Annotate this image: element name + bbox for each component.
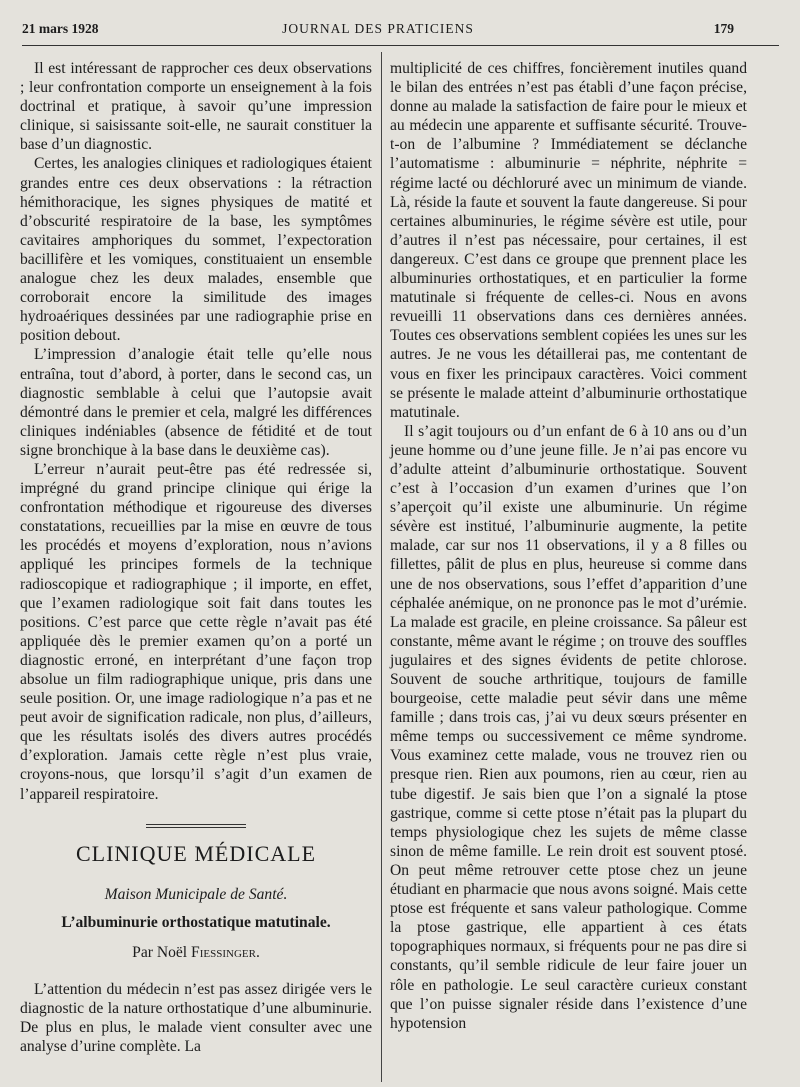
paragraph: L’erreur n’aurait peut-être pas été redressée si, imprégné du grand principe clinique qui érige la confrontation méthodique et rigoureuse des diverses constatations, recueillies par la mise en œuvre de tous les procédés et moyens d’exploration, nous n’avions appliqué les principes formels de la technique radioscopique et radiographique ; il importe, en effet, que l’examen radiologique soit fait dans toutes les positions. C’est parce que cette règle n’avait pas été appliquée dès le premier examen qu’on a porté un diagnostic erroné, en interprétant d’une façon trop absolue un film radiographique unique, pris dans une seule position. Or, une image radiologique n’a pas et ne peut avoir de signification radicale, non plus, d’ailleurs, que les résultats isolés des divers autres procédés d’exploration. Jamais cette règle n’est plus vraie, croyons-nous, que lorsqu’il s’agit d’un examen de l’appareil respiratoire. bbox=[20, 460, 372, 803]
header-date: 21 mars 1928 bbox=[22, 21, 99, 36]
author-name: Fiessinger. bbox=[191, 943, 260, 961]
institution-name: Maison Municipale de Santé. bbox=[104, 885, 288, 903]
header-rule bbox=[22, 45, 779, 46]
paragraph: Certes, les analogies cliniques et radiologiques étaient grandes entre ces deux observations : la rétraction hémithoracique, les signes physiques de matité et d’obscurité respiratoire de la base, les symptômes cavitaires amphoriques du sommet, l’expectoration bacillifère et les vomiques, constituaient un ensemble analogue chez les deux malades, ensemble que corroborait encore la similitude des images hydroaériques dessinées par une radiographie prise en position debout. bbox=[20, 155, 372, 345]
article-title: L’albuminurie orthostatique matutinale. bbox=[61, 913, 331, 931]
paragraph: Il s’agit toujours ou d’un enfant de 6 à 10 ans ou d’un jeune homme ou d’une jeune fille. Je n’ai pas encore vu d’adulte atteint d’albuminurie orthostatique. Souvent c’est à l’occasion d’un examen d’urines que l’on s’aperçoit qu’il existe une albuminurie. Un régime sévère est institué, l’albuminurie augmente, la petite malade, car sur nos 11 observations, il y a 8 filles ou fillettes, pâlit de plus en plus, heureuse si comme dans une de nos observations, sous l’effet d’apparition d’une céphalée anémique, on ne prononce pas le mot d’urémie. La malade est gracile, en pleine croissance. Sa pâleur est constante, même avant le régime ; on trouve des souffles jugulaires et des signes évidents de petite chlorose. Souvent de souche arthritique, toujours de famille bourgeoise, cette maladie peut sévir dans une même famille ; dans trois cas, j’ai vu deux sœurs présenter en même temps ou successivement ce même syndrome. Vous examinez cette malade, vous ne trouvez rien ou presque rien. Rien aux poumons, rien au cœur, rien au tube digestif. Je sais bien que l’on a signalé la ptose gastrique, comme si cette ptose n’était pas la plupart du temps physiologique chez les sujets de même classe sinon de même famille. Le rein droit est souvent ptosé. On peut même retrouver cette ptose chez un jeune étudiant en pharmacie que nous avons soigné. Mais cette ptose est fréquente et sans valeur pathologique. Comme la ptose gastrique, elle appartient à ces états topographiques normaux, si fréquents pour ne pas dire si constants, qu’il semble ridicule de leur faire jouer un rôle en pathologie. Le seul caractère curieux constant que l’on puisse signaler réside dans l’existence d’une hypotension bbox=[390, 422, 747, 1032]
column-divider bbox=[381, 52, 382, 1082]
page-header bbox=[22, 21, 734, 41]
section-divider bbox=[146, 824, 246, 828]
paragraph: L’impression d’analogie était telle qu’elle nous entraîna, tout d’abord, à porter, dans le second cas, un diagnostic semblable à celui que l’autopsie avait démontré dans le premier et cela, malgré les différences cliniques indéniables (absence de fétidité et de tout signe bronchique à la base dans le deuxième cas). bbox=[20, 346, 372, 459]
byline bbox=[20, 943, 372, 962]
paragraph: Il est intéressant de rapprocher ces deux observations ; leur confrontation comporte un enseignement à la fois doctrinal et pratique, à savoir qu’une impression clinique, si saisissante soit-elle, ne saurait constituer la base d’un diagnostic. bbox=[20, 60, 372, 154]
paragraph: multiplicité de ces chiffres, foncièrement inutiles quand le bilan des entrées n’est pas établi d’une façon précise, donne au malade la satisfaction de faire pour le mieux et au médecin une apparente et suffisante sécurité. Trouve-t-on de l’albumine ? Immédiatement se déclanche l’automatisme : albuminurie = néphrite, néphrite = régime lacté ou déchloruré avec un minimum de viande. Là, réside la faute et souvent la faute dangereuse. Si pour certaines albuminuries, le régime sévère est utile, pour d’autres il n’est pas nécessaire, pour certaines, il est dangereux. C’est dans ce groupe que prennent place les albuminuries orthostatiques, et en particulier la forme matutinale si fréquente de celles-ci. Nous en avons revueilli 11 observations dans ces dernières années. Toutes ces observations semblent copiées les unes sur les autres. Je ne vous les détaillerai pas, me contentant de vous en fixer les principaux caractères. Voici comment se présente le malade atteint d’albuminurie orthostatique matutinale. bbox=[390, 60, 747, 421]
left-column bbox=[20, 59, 372, 1056]
page-number: 179 bbox=[713, 21, 734, 36]
journal-title: JOURNAL DES PRATICIENS bbox=[282, 21, 474, 36]
byline-prefix: Par Noël bbox=[132, 943, 188, 961]
section-title: CLINIQUE MÉDICALE bbox=[75, 840, 317, 866]
right-column bbox=[390, 59, 747, 1033]
article-paragraph: L’attention du médecin n’est pas assez dirigée vers le diagnostic de la nature orthostatique d’une albuminurie. De plus en plus, le malade vient consulter avec une analyse d’urine complète. La bbox=[20, 981, 372, 1056]
